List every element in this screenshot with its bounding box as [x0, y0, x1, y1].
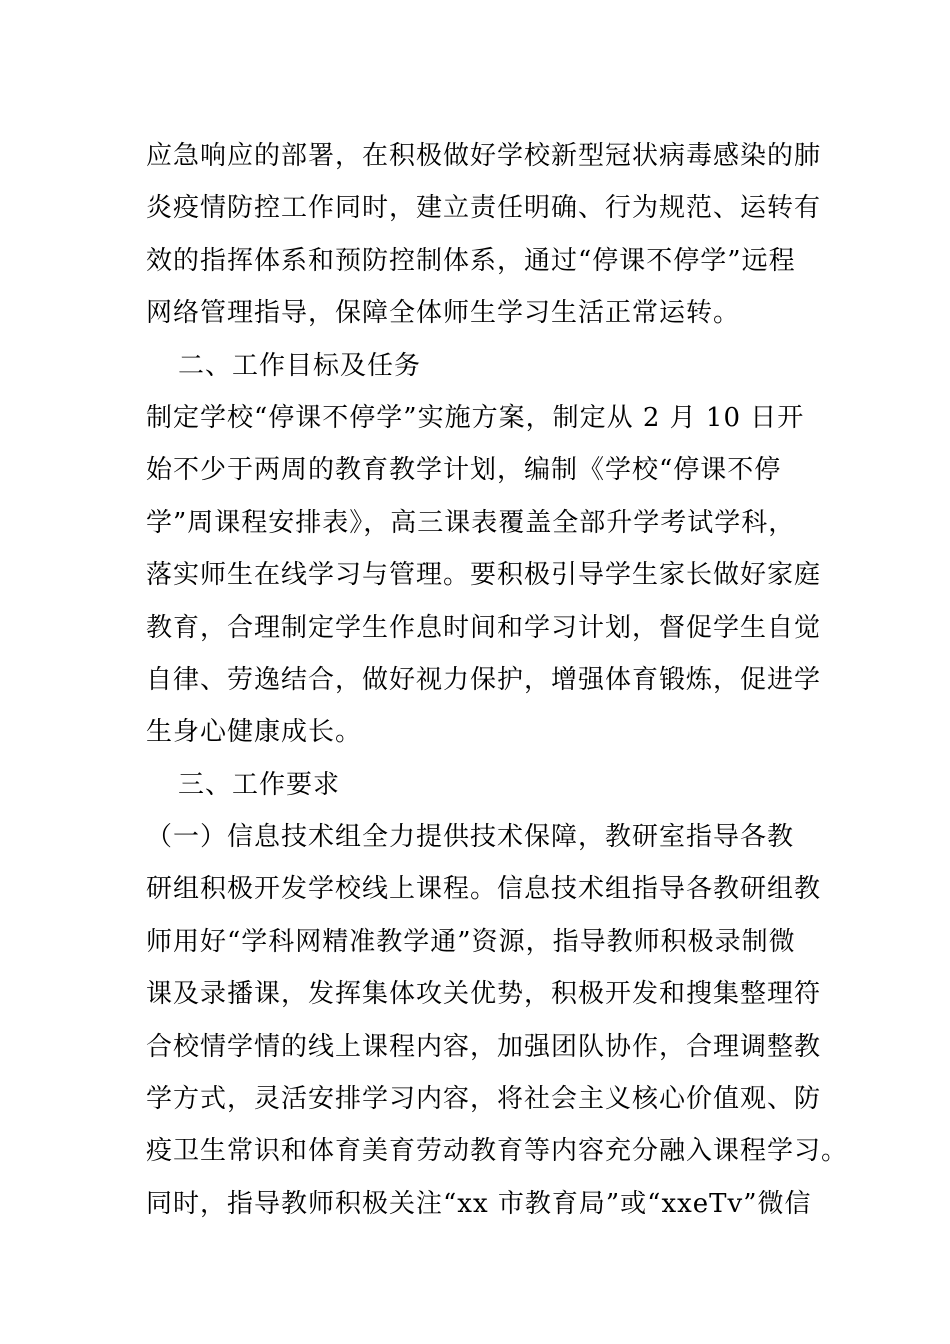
paragraph-line: 合校情学情的线上课程内容，加强团队协作，合理调整教 — [146, 1031, 822, 1062]
paragraph-line: 制定学校“停课不停学”实施方案，制定从 2 月 10 日开 — [146, 402, 805, 433]
section-heading-goals: 二、工作目标及任务 — [178, 350, 422, 381]
paragraph-line: 应急响应的部署，在积极做好学校新型冠状病毒感染的肺 — [146, 141, 822, 171]
paragraph-line: 疫卫生常识和体育美育劳动教育等内容充分融入课程学习。 — [146, 1136, 849, 1167]
paragraph-line: 自律、劳逸结合，做好视力保护，增强体育锻炼，促进学 — [146, 664, 822, 695]
paragraph-line: 学方式，灵活安排学习内容，将社会主义核心价值观、防 — [146, 1084, 822, 1115]
paragraph-line: 教育，合理制定学生作息时间和学习计划，督促学生自觉 — [146, 612, 822, 643]
paragraph-line: 炎疫情防控工作同时，建立责任明确、行为规范、运转有 — [146, 193, 822, 224]
section-heading-requirements: 三、工作要求 — [178, 769, 341, 800]
paragraph-line: 效的指挥体系和预防控制体系，通过“停课不停学”远程 — [146, 245, 796, 276]
paragraph-line: 课及录播课，发挥集体攻关优势，积极开发和搜集整理符 — [146, 979, 822, 1010]
paragraph-line: 落实师生在线学习与管理。要积极引导学生家长做好家庭 — [146, 560, 822, 591]
paragraph-line: 生身心健康成长。 — [146, 717, 363, 748]
paragraph-line: 同时，指导教师积极关注“xx 市教育局”或“xxeTv”微信 — [146, 1188, 812, 1219]
paragraph-line: 始不少于两周的教育教学计划，编制《学校“停课不停 — [146, 455, 782, 486]
paragraph-line: 研组积极开发学校线上课程。信息技术组指导各教研组教 — [146, 874, 822, 905]
paragraph-line: 学”周课程安排表》，高三课表覆盖全部升学考试学科， — [146, 507, 796, 538]
paragraph-line: （一）信息技术组全力提供技术保障，教研室指导各教 — [146, 822, 795, 853]
document-body — [146, 130, 849, 1230]
paragraph-line: 网络管理指导，保障全体师生学习生活正常运转。 — [146, 298, 741, 329]
paragraph-line: 师用好“学科网精准教学通”资源，指导教师积极录制微 — [146, 926, 796, 957]
